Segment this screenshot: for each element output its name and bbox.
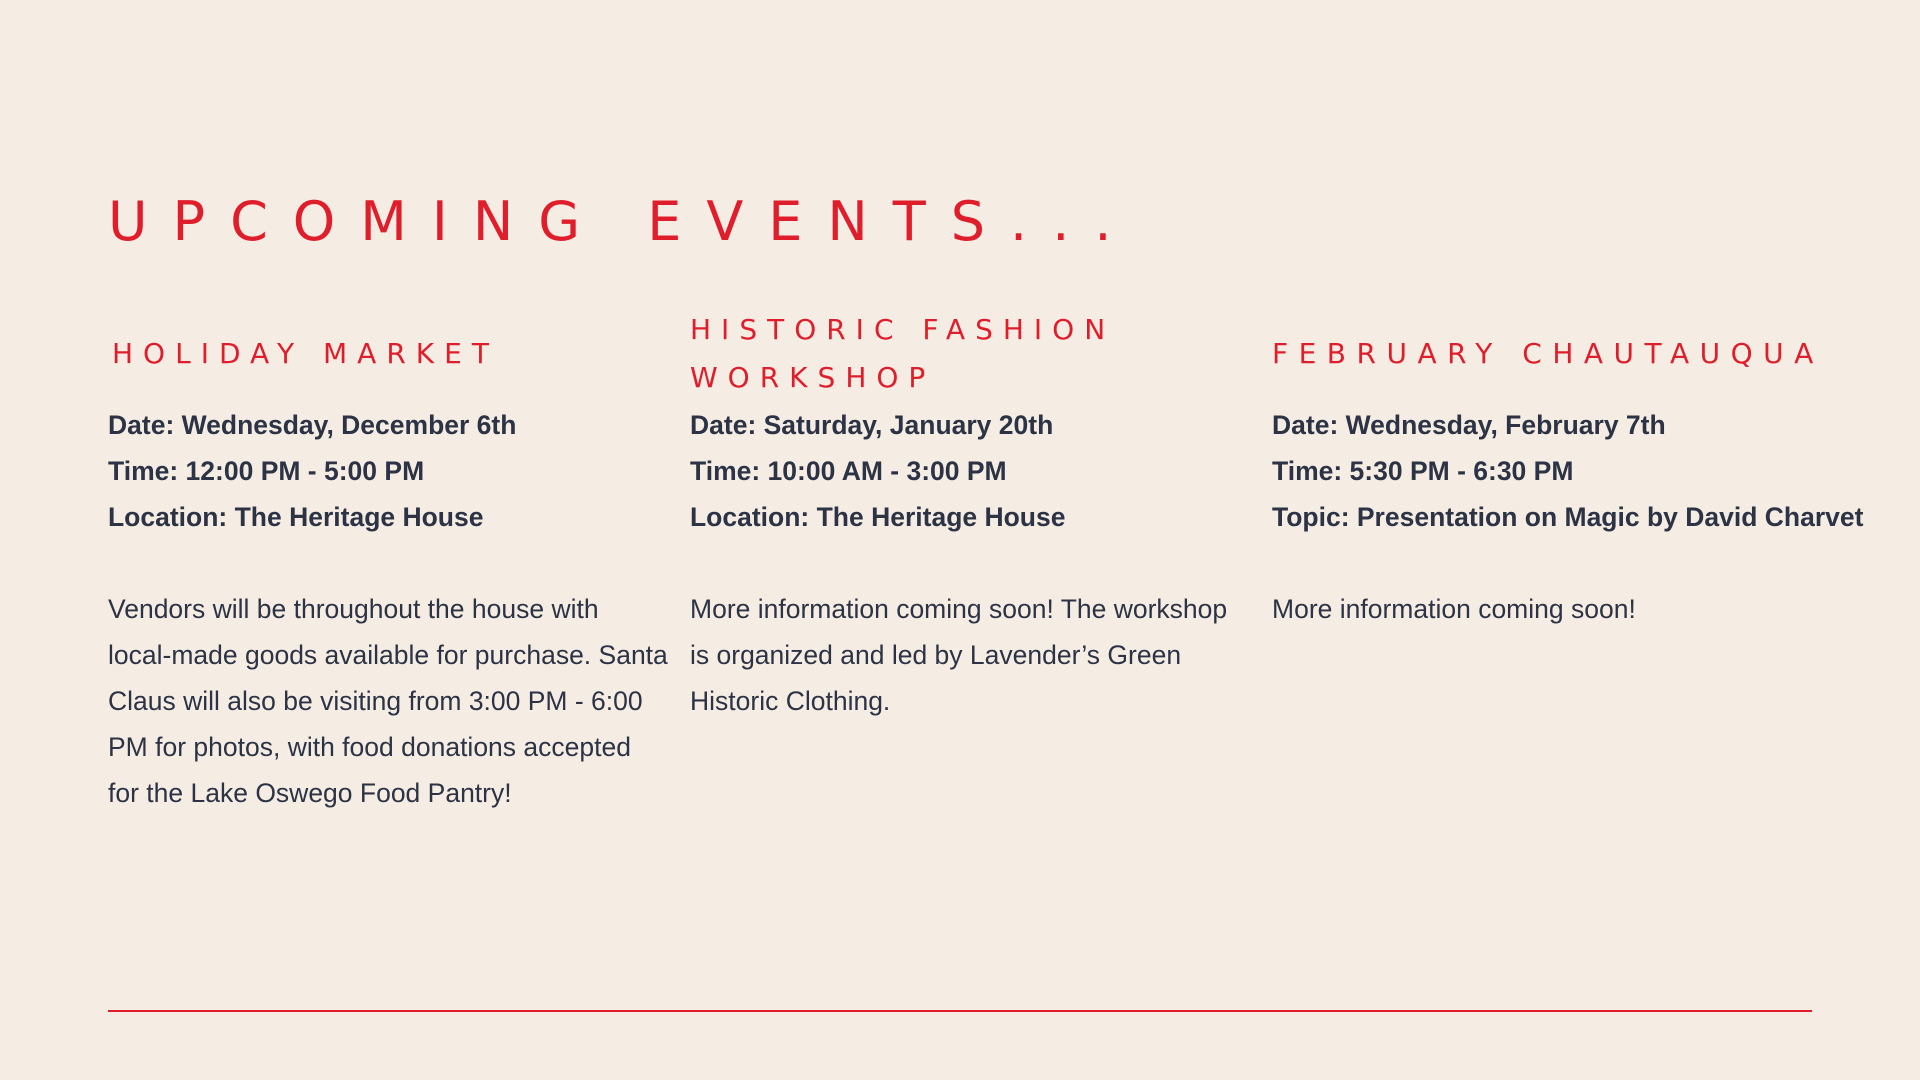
event-description: Vendors will be throughout the house with local-made goods available for purchase. Santa Claus will also be visiting from 3:00 PM - 6:00 PM for photos, with food donations accepted for the Lake Oswego Food Pantry!	[108, 594, 668, 808]
event-location: Location: The Heritage House	[108, 502, 484, 532]
event-topic: Topic: Presentation on Magic by David Charvet	[1272, 502, 1864, 532]
event-details	[108, 402, 668, 540]
event-details	[1272, 402, 1872, 540]
event-holiday-market	[108, 306, 668, 816]
footer-divider	[108, 1010, 1812, 1012]
event-date: Date: Saturday, January 20th	[690, 410, 1054, 440]
event-historic-fashion-workshop	[690, 306, 1250, 724]
event-heading: FEBRUARY CHAUTAUQUA	[1272, 337, 1824, 370]
event-description: More information coming soon! The workshop is organized and led by Lavender’s Green Historic Clothing.	[690, 594, 1228, 716]
event-time: Time: 5:30 PM - 6:30 PM	[1272, 456, 1574, 486]
event-time: Time: 10:00 AM - 3:00 PM	[690, 456, 1007, 486]
event-heading: HISTORIC FASHION WORKSHOP	[690, 313, 1116, 394]
event-heading: HOLIDAY MARKET	[112, 337, 499, 370]
event-details	[690, 402, 1250, 540]
event-february-chautauqua	[1272, 306, 1872, 632]
event-time: Time: 12:00 PM - 5:00 PM	[108, 456, 425, 486]
event-date: Date: Wednesday, December 6th	[108, 410, 517, 440]
event-date: Date: Wednesday, February 7th	[1272, 410, 1666, 440]
event-description: More information coming soon!	[1272, 594, 1636, 624]
page-title: UPCOMING EVENTS...	[108, 190, 1137, 253]
event-location: Location: The Heritage House	[690, 502, 1066, 532]
